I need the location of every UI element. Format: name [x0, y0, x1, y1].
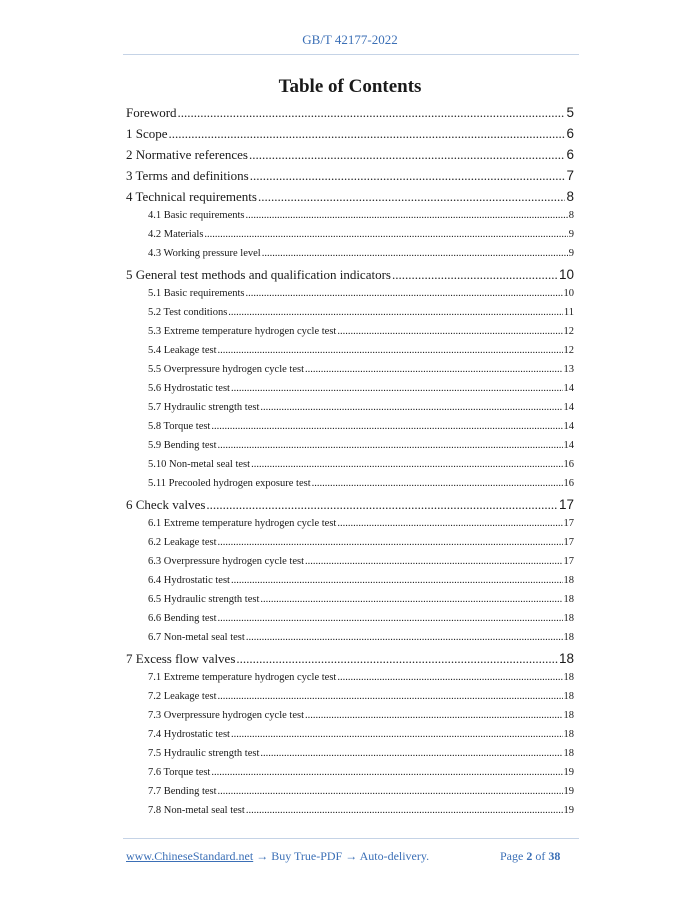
toc-leader-dots	[206, 497, 558, 513]
toc-leader-dots	[246, 632, 563, 643]
toc-entry[interactable]	[126, 651, 574, 667]
toc-entry-label: 7.8 Non-metal seal test	[148, 805, 245, 816]
toc-leader-dots	[218, 613, 563, 624]
toc-leader-dots	[249, 147, 565, 163]
toc-entry-page: 13	[563, 364, 574, 375]
toc-entry-page: 18	[563, 691, 574, 702]
toc-entry[interactable]	[126, 126, 574, 142]
toc-entry-label: 5.4 Leakage test	[148, 345, 217, 356]
toc-subentry[interactable]	[148, 710, 574, 721]
toc-entry[interactable]	[126, 105, 574, 121]
toc-subentry[interactable]	[148, 478, 574, 489]
toc-entry-label: 7.5 Hydraulic strength test	[148, 748, 260, 759]
toc-entry-label: 3 Terms and definitions	[126, 168, 249, 183]
toc-entry-label: 5.7 Hydraulic strength test	[148, 402, 260, 413]
toc-subentry[interactable]	[148, 613, 574, 624]
toc-entry-page: 17	[563, 537, 574, 548]
toc-entry-label: 7.4 Hydrostatic test	[148, 729, 230, 740]
footer-url[interactable]: www.ChineseStandard.net	[126, 849, 254, 863]
toc-entry-page: 12	[563, 326, 574, 337]
toc-subentry[interactable]	[148, 575, 574, 586]
toc-entry-page: 18	[563, 575, 574, 586]
page-of: of	[532, 849, 549, 863]
toc-entry-page: 14	[563, 402, 574, 413]
toc-leader-dots	[211, 421, 562, 432]
toc-subentry[interactable]	[148, 383, 574, 394]
toc-entry-page: 14	[563, 383, 574, 394]
toc-leader-dots	[392, 267, 558, 283]
toc-leader-dots	[218, 691, 563, 702]
toc-leader-dots	[246, 210, 568, 221]
toc-entry-page: 18	[563, 748, 574, 759]
toc-leader-dots	[305, 364, 563, 375]
toc-entry-page: 18	[563, 729, 574, 740]
toc-leader-dots	[260, 402, 562, 413]
toc-leader-dots	[218, 786, 563, 797]
toc-leader-dots	[305, 710, 563, 721]
toc-entry[interactable]	[126, 497, 574, 513]
toc-entry-label: 5.10 Non-metal seal test	[148, 459, 251, 470]
toc-entry-label: 5.5 Overpressure hydrogen cycle test	[148, 364, 304, 375]
toc-leader-dots	[231, 383, 563, 394]
toc-entry-label: 4.3 Working pressure level	[148, 248, 261, 259]
page-number	[500, 849, 560, 864]
toc-entry-page: 19	[563, 767, 574, 778]
toc-entry-page: 10	[558, 267, 574, 282]
toc-leader-dots	[218, 345, 563, 356]
toc-entry-page: 18	[563, 594, 574, 605]
toc-leader-dots	[246, 805, 563, 816]
toc-leader-dots	[169, 126, 566, 142]
toc-subentry[interactable]	[148, 748, 574, 759]
toc-entry-page: 16	[563, 459, 574, 470]
toc-leader-dots	[204, 229, 567, 240]
toc-subentry[interactable]	[148, 440, 574, 451]
toc-entry-label: 6.1 Extreme temperature hydrogen cycle test	[148, 518, 337, 529]
footer-link-text: → Buy True-PDF → Auto-delivery.	[253, 849, 430, 863]
toc-entry-page: 18	[563, 613, 574, 624]
toc-entry[interactable]	[126, 147, 574, 163]
toc-leader-dots	[231, 729, 563, 740]
toc-entry-page: 5	[566, 105, 574, 120]
toc-entry-label: 4.2 Materials	[148, 229, 204, 240]
document-code: GB/T 42177-2022	[302, 32, 398, 47]
toc-entry-page: 18	[563, 672, 574, 683]
toc-subentry[interactable]	[148, 537, 574, 548]
toc-subentry[interactable]	[148, 594, 574, 605]
toc-entry[interactable]	[126, 168, 574, 184]
toc-leader-dots	[305, 556, 563, 567]
toc-leader-dots	[260, 748, 562, 759]
toc-leader-dots	[236, 651, 558, 667]
toc-entry-label: 5.11 Precooled hydrogen exposure test	[148, 478, 311, 489]
toc-leader-dots	[250, 168, 566, 184]
toc-entry-label: 5.2 Test conditions	[148, 307, 228, 318]
toc-entry-page: 7	[566, 168, 574, 183]
toc-leader-dots	[218, 440, 563, 451]
toc-entry-label: 7.7 Bending test	[148, 786, 217, 797]
page-title: Table of Contents	[278, 76, 422, 97]
toc-entry-label: 6.4 Hydrostatic test	[148, 575, 230, 586]
toc-subentry[interactable]	[148, 556, 574, 567]
page-current: 2	[526, 849, 533, 863]
toc-entry-label: 7.1 Extreme temperature hydrogen cycle test	[148, 672, 337, 683]
toc-entry-label: 6.7 Non-metal seal test	[148, 632, 245, 643]
toc-entry-label: 6.5 Hydraulic strength test	[148, 594, 260, 605]
toc-entry[interactable]	[126, 189, 574, 205]
toc-entry-label: 6.2 Leakage test	[148, 537, 217, 548]
toc-entry-page: 8	[566, 189, 574, 204]
toc-leader-dots	[262, 248, 568, 259]
toc-subentry[interactable]	[148, 672, 574, 683]
toc-entry-label: 5.3 Extreme temperature hydrogen cycle test	[148, 326, 337, 337]
toc-entry-label: 6.3 Overpressure hydrogen cycle test	[148, 556, 304, 567]
toc-entry-label: 7.6 Torque test	[148, 767, 211, 778]
toc-subentry[interactable]	[148, 248, 574, 259]
toc-entry-page: 18	[558, 651, 574, 666]
toc-entry-label: 5 General test methods and qualification indicators	[126, 267, 391, 282]
toc-entry-page: 17	[563, 556, 574, 567]
toc-subentry[interactable]	[148, 345, 574, 356]
toc-entry-page: 18	[563, 710, 574, 721]
toc-entry-label: 5.8 Torque test	[148, 421, 211, 432]
toc-subentry[interactable]	[148, 402, 574, 413]
toc-entry-label: Foreword	[126, 105, 177, 120]
toc-leader-dots	[260, 594, 562, 605]
toc-entry-page: 14	[563, 440, 574, 451]
toc-leader-dots	[178, 105, 566, 121]
toc-leader-dots	[228, 307, 563, 318]
toc-entry-label: 7.2 Leakage test	[148, 691, 217, 702]
toc-subentry[interactable]	[148, 767, 574, 778]
toc-leader-dots	[211, 767, 562, 778]
toc-subentry[interactable]	[148, 786, 574, 797]
toc-entry-page: 6	[566, 126, 574, 141]
toc-subentry[interactable]	[148, 459, 574, 470]
toc-entry-page: 19	[563, 786, 574, 797]
toc-leader-dots	[231, 575, 563, 586]
toc-entry-label: 5.6 Hydrostatic test	[148, 383, 230, 394]
footer-divider	[123, 838, 579, 839]
toc-entry-page: 9	[568, 229, 574, 240]
toc-leader-dots	[337, 326, 562, 337]
toc-leader-dots	[337, 518, 562, 529]
page-prefix: Page	[500, 849, 527, 863]
toc-subentry[interactable]	[148, 364, 574, 375]
toc-subentry[interactable]	[148, 729, 574, 740]
toc-entry-page: 12	[563, 345, 574, 356]
toc-entry-page: 17	[558, 497, 574, 512]
toc-entry-label: 5.9 Bending test	[148, 440, 217, 451]
toc-subentry[interactable]	[148, 229, 574, 240]
toc-subentry[interactable]	[148, 632, 574, 643]
toc-entry-label: 4 Technical requirements	[126, 189, 257, 204]
toc-entry-label: 6 Check valves	[126, 497, 206, 512]
footer-link[interactable]	[126, 849, 429, 864]
toc-subentry[interactable]	[148, 210, 574, 221]
toc-subentry[interactable]	[148, 307, 574, 318]
toc-entry-label: 5.1 Basic requirements	[148, 288, 245, 299]
toc-entry-label: 7 Excess flow valves	[126, 651, 236, 666]
toc-entry-page: 8	[568, 210, 574, 221]
toc-leader-dots	[258, 189, 566, 205]
toc-entry-page: 19	[563, 805, 574, 816]
toc-entry-page: 6	[566, 147, 574, 162]
toc-subentry[interactable]	[148, 326, 574, 337]
toc-leader-dots	[337, 672, 562, 683]
toc-entry-label: 2 Normative references	[126, 147, 248, 162]
toc-entry-page: 17	[563, 518, 574, 529]
toc-entry-page: 10	[563, 288, 574, 299]
toc-leader-dots	[312, 478, 563, 489]
toc-entry-page: 18	[563, 632, 574, 643]
toc-entry-label: 1 Scope	[126, 126, 168, 141]
toc-entry-label: 6.6 Bending test	[148, 613, 217, 624]
toc-subentry[interactable]	[148, 518, 574, 529]
toc-entry-label: 7.3 Overpressure hydrogen cycle test	[148, 710, 304, 721]
toc-entry-page: 16	[563, 478, 574, 489]
toc-subentry[interactable]	[148, 421, 574, 432]
toc-entry-page: 9	[568, 248, 574, 259]
page-total: 38	[548, 849, 561, 863]
toc-subentry[interactable]	[148, 691, 574, 702]
header-divider	[123, 54, 579, 55]
toc-subentry[interactable]	[148, 288, 574, 299]
toc-leader-dots	[246, 288, 563, 299]
toc-entry-page: 11	[563, 307, 574, 318]
toc-subentry[interactable]	[148, 805, 574, 816]
toc-leader-dots	[251, 459, 562, 470]
toc-leader-dots	[218, 537, 563, 548]
toc-entry-label: 4.1 Basic requirements	[148, 210, 245, 221]
toc-entry[interactable]	[126, 267, 574, 283]
toc-entry-page: 14	[563, 421, 574, 432]
